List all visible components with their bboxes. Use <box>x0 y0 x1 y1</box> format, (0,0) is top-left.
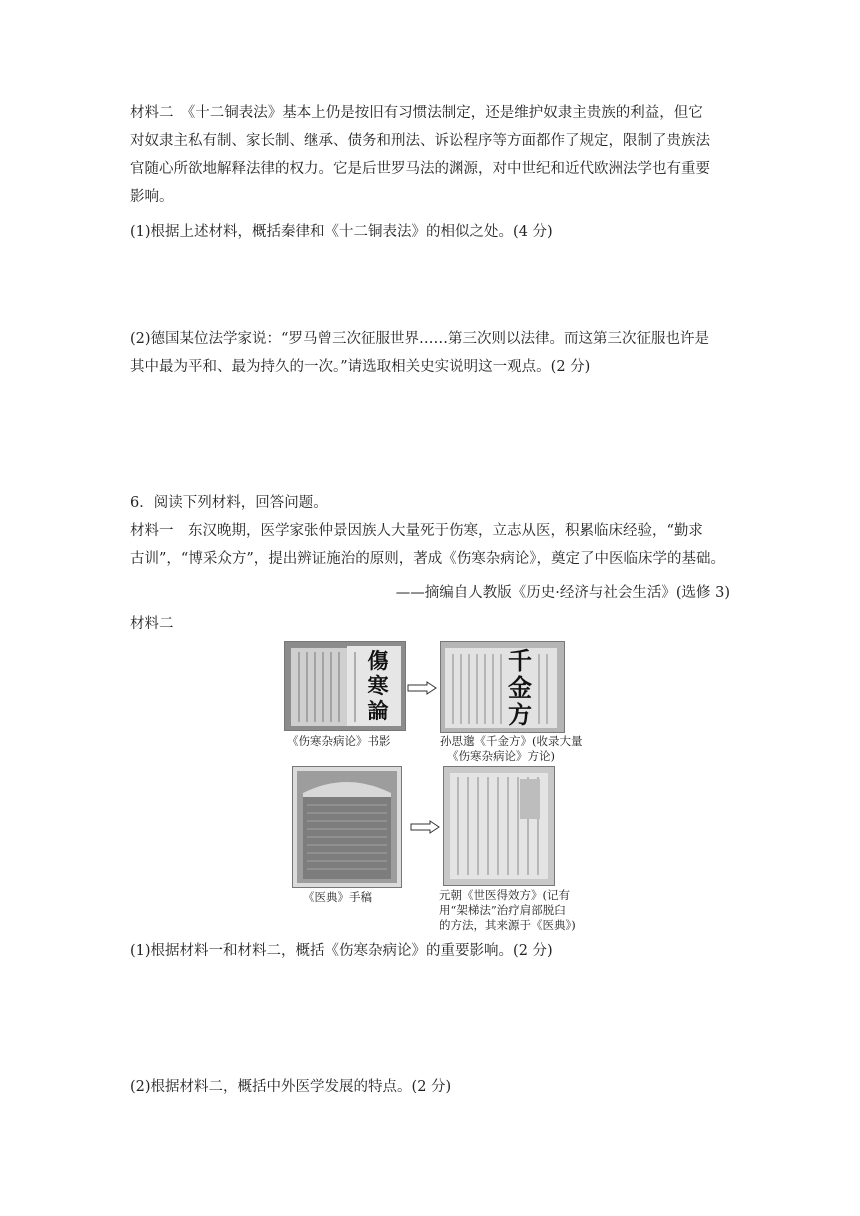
question-5-2-line-1: (2)德国某位法学家说：“罗马曾三次征服世界……第三次则以法律。而这第三次征服也许是 <box>130 331 709 347</box>
question-6-2: (2)根据材料二，概括中外医学发展的特点。(2 分) <box>130 1079 452 1095</box>
shiyidexiaofang-book-image <box>443 766 555 886</box>
question-5-2-line-2: 其中最为平和、最为持久的一次。”请选取相关史实说明这一观点。(2 分) <box>130 359 591 375</box>
arrow-right-icon <box>407 681 437 695</box>
q6-material2-label: 材料二 <box>130 616 174 632</box>
qianjinfang-caption-line-2: 《伤寒杂病论》方论) <box>447 749 555 763</box>
qianjinfang-caption-line-1: 孙思邈《千金方》(收录大量 <box>440 734 583 748</box>
shanghanlun-cover-title: 傷寒論 <box>367 648 389 723</box>
material2-line-4: 影响。 <box>130 189 174 205</box>
qianjinfang-book-image <box>440 641 565 733</box>
shiyidexiaofang-caption-line-3: 的方法，其来源于《医典》) <box>439 918 576 932</box>
qianjinfang-cover-title: 千金方 <box>508 646 532 729</box>
material2-line-1: 材料二 《十二铜表法》基本上仍是按旧有习惯法制定，还是维护奴隶主贵族的利益，但它 <box>130 105 703 121</box>
shanghanlun-caption: 《伤寒杂病论》书影 <box>287 734 391 748</box>
q6-material1-line-1: 材料一 东汉晚期，医学家张仲景因族人大量死于伤寒，立志从医，积累临床经验，“勤求 <box>130 523 703 539</box>
question-5-1: (1)根据上述材料，概括秦律和《十二铜表法》的相似之处。(4 分) <box>130 224 553 240</box>
shanghanlun-book-image <box>284 641 406 731</box>
canon-manuscript-image <box>292 766 402 888</box>
q6-source: ——摘编自人教版《历史·经济与社会生活》(选修 3) <box>395 585 730 601</box>
shiyidexiaofang-caption-line-1: 元朝《世医得效方》(记有 <box>439 888 570 902</box>
material2-line-2: 对奴隶主私有制、家长制、继承、债务和刑法、诉讼程序等方面都作了规定，限制了贵族法 <box>130 133 710 149</box>
question-6-1: (1)根据材料一和材料二，概括《伤寒杂病论》的重要影响。(2 分) <box>130 943 553 959</box>
shiyidexiaofang-caption-line-2: 用“架梯法”治疗肩部脱臼 <box>439 903 566 917</box>
canon-caption: 《医典》手稿 <box>303 890 372 904</box>
material2-line-3: 官随心所欲地解释法律的权力。它是后世罗马法的渊源，对中世纪和近代欧洲法学也有重要 <box>130 161 710 177</box>
question-6-title: 6．阅读下列材料，回答问题。 <box>130 495 328 511</box>
q6-material1-line-2: 古训”，“博采众方”，提出辨证施治的原则，著成《伤寒杂病论》，奠定了中医临床学的基础。 <box>130 551 725 567</box>
arrow-right-icon <box>410 820 440 834</box>
